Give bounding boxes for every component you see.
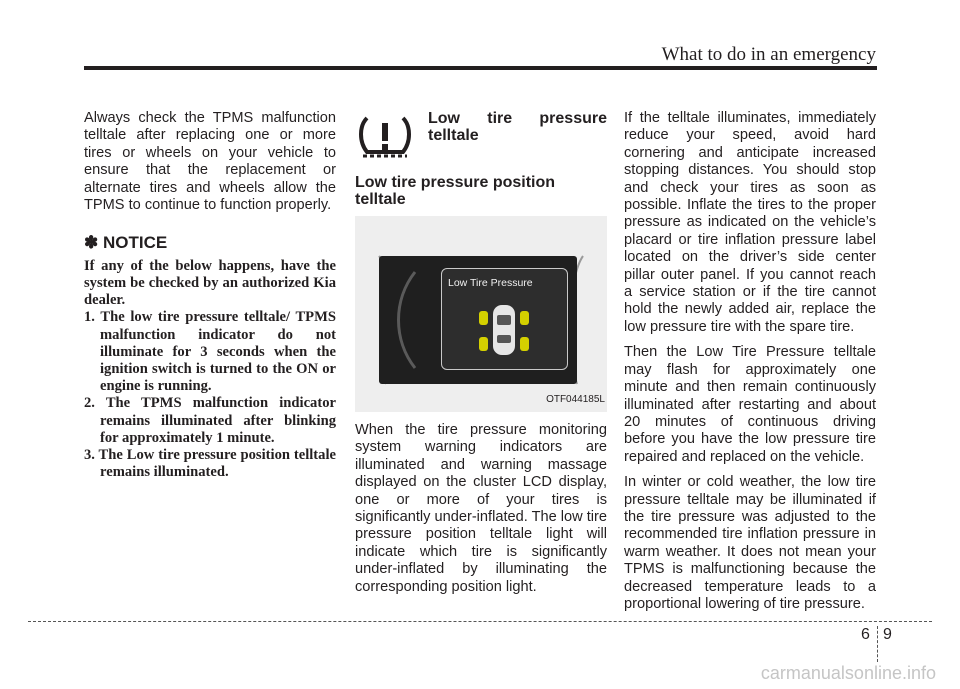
footer-rule xyxy=(28,621,932,622)
notice-symbol: ✽ xyxy=(84,233,99,253)
telltale-flash-paragraph: Then the Low Tire Pressure telltale may flash for approximately one minute and then remain continuously illuminated after restarting and about 20 minutes of continuous driving before you have the low pressure tire repaired and replaced on the vehicle. xyxy=(624,344,876,465)
lcd-screen xyxy=(379,256,577,384)
position-telltale-title: Low tire pressure position telltale xyxy=(355,174,556,208)
notice-title: NOTICE xyxy=(102,233,168,253)
notice-heading xyxy=(84,234,336,251)
chapter-number: 6 xyxy=(861,626,870,643)
position-telltale-paragraph: When the tire pressure monitoring system warning indicators are illuminated and warning massage displayed on the cluster LCD display, one or more of your tires is significantly under-inflated. The low tire pressure position telltale light will indicate which tire is significantly under-inflated by illuminating the corresponding position light. xyxy=(355,422,608,595)
column-3 xyxy=(624,110,876,621)
column-2 xyxy=(355,110,607,604)
screen-label: Low Tire Pressure xyxy=(448,277,533,289)
header-rule xyxy=(84,66,877,70)
notice-body xyxy=(84,258,336,482)
page-number-separator xyxy=(877,626,878,662)
telltale-action-paragraph: If the telltale illuminates, immediately reduce your speed, avoid hard cornering and anticipate increased stopping distances. You should stop and check your tires as soon as possible. Inflate the tires to the proper pressure as indicated on the vehicle’s placard or tire inflation pressure label located on the driver’s side center pillar outer panel. If you cannot reach a service station or if the tire cannot hold the newly added air, replace the low pressure tire with the spare tire. xyxy=(624,110,876,335)
column-1 xyxy=(84,110,336,481)
notice-list xyxy=(84,309,336,481)
telltale-heading xyxy=(355,110,607,160)
car-top-view-icon xyxy=(475,299,533,361)
cold-weather-paragraph: In winter or cold weather, the low tire pressure telltale may be illuminated if the tire pressure was adjusted to the recommended tire inflation pressure in warm weather. It does not mean your TPMS is malfunctioning because the decreased temperature leads to a proportional lowering of tire pressure. xyxy=(624,474,876,612)
notice-intro: If any of the below happens, have the system be checked by an authorized Kia dealer. xyxy=(84,257,336,309)
watermark: carmanualsonline.info xyxy=(760,663,936,683)
gauge-arc-icon xyxy=(385,270,425,370)
telltale-title: Low tire pressure telltale xyxy=(428,110,607,144)
tpms-check-paragraph: Always check the TPMS malfunction telltale after replacing one or more tires or wheels on your vehicle to ensure that the replacement or alternate tires and wheels allow the TPMS to continue to function properly. xyxy=(84,110,336,214)
page-number: 9 xyxy=(883,626,892,643)
notice-item-1: 1. The low tire pressure telltale/ TPMS malfunction indicator do not illuminate for 3 seconds when the ignition switch is turned to the ON or engine is running. xyxy=(84,309,336,395)
tire-pressure-warning-icon xyxy=(355,112,415,160)
notice-item-2: 2. The TPMS malfunction indicator remains illuminated after blinking for approximately 1 minute. xyxy=(84,395,336,446)
section-header: What to do in an emergency xyxy=(661,44,876,65)
warning-panel xyxy=(441,268,568,370)
cluster-display-figure xyxy=(355,216,607,412)
figure-code: OTF044185L xyxy=(546,393,605,405)
notice-item-3: 3. The Low tire pressure position telltale remains illuminated. xyxy=(84,447,336,481)
